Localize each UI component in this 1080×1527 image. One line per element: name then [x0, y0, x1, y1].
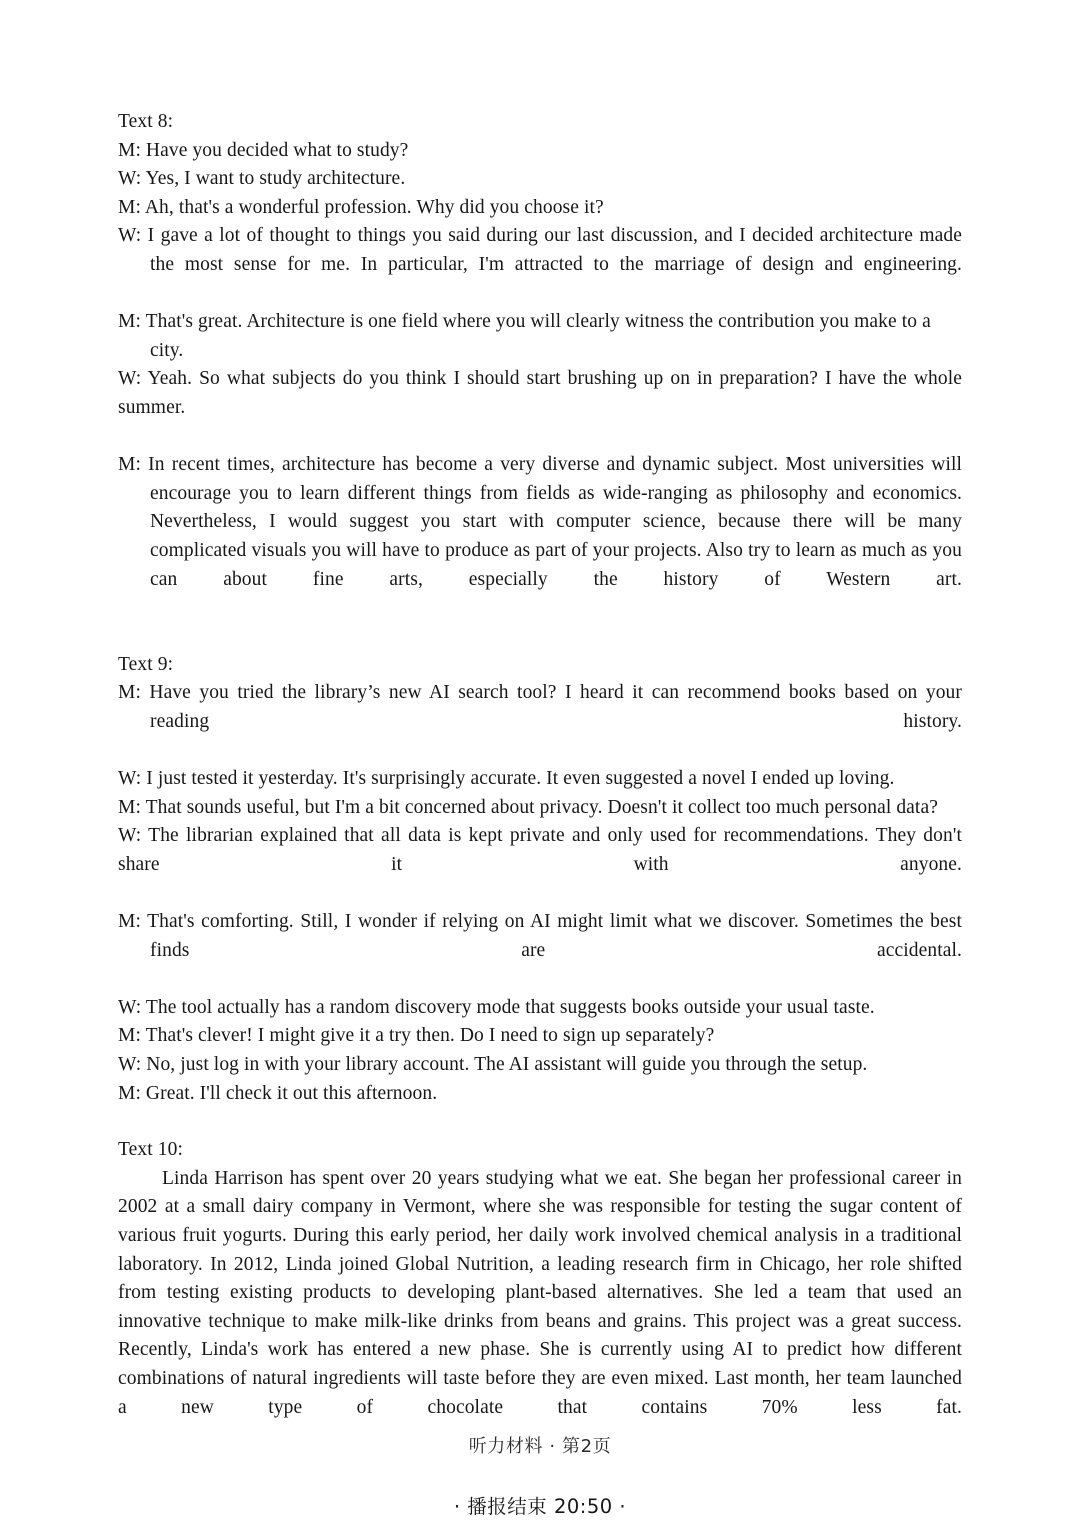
- monologue-paragraph: Linda Harrison has spent over 20 years studying what we eat. She began her professional career in 2002 at a small dairy company in Vermont, where she was responsible for testing the sugar content of various fruit yogurts. During this early period, her daily work involved chemical analysis in a traditional laboratory. In 2012, Linda joined Global Nutrition, a leading research firm in Chicago, her role shifted from testing existing products to developing plant-based alternatives. She led a team that used an innovative technique to make milk-like drinks from beans and grains. This project was a great success. Recently, Linda's work has entered a new phase. She is currently using AI to predict how different combinations of natural ingredients will taste before they are even mixed. Last month, her team launched a new type of chocolate that contains 70% less fat.: [118, 1167, 962, 1418]
- dialogue-turn: W: I just tested it yesterday. It's surprisingly accurate. It even suggested a novel I ended up loving.: [118, 768, 895, 790]
- transcript-body: [118, 108, 962, 1521]
- dialogue-turn: W: The librarian explained that all data is kept private and only used for recommendations. They don't share it with anyone.: [118, 825, 962, 875]
- section-text-10: [118, 1136, 962, 1451]
- dialogue-turn: W: No, just log in with your library account. The AI assistant will guide you through the setup.: [118, 1054, 868, 1075]
- broadcast-end-marker: · 播报结束 20:50 ·: [453, 1494, 627, 1518]
- dialogue-turn: M: That's clever! I might give it a try then. Do I need to sign up separately?: [118, 1025, 715, 1047]
- dialogue-turn: W: Yeah. So what subjects do you think I should start brushing up on in preparation? I have the whole summer.: [118, 368, 962, 418]
- section-divider: [118, 1108, 962, 1136]
- section-label-text-8: Text 8:: [118, 111, 174, 132]
- dialogue-turn: W: Yes, I want to study architecture.: [118, 168, 406, 190]
- page-footer: 听力材料 · 第2页: [468, 1436, 612, 1457]
- dialogue-turn: W: I gave a lot of thought to things you said during our last discussion, and I decided architecture made the most sense for me. In particular, I'm attracted to the marriage of design and engineering.: [118, 225, 962, 275]
- dialogue-turn: M: Great. I'll check it out this afternoon.: [118, 1082, 438, 1104]
- dialogue-turn: M: Have you tried the library’s new AI search tool? I heard it can recommend books based on your reading history.: [118, 682, 962, 732]
- section-label-text-10: Text 10:: [118, 1139, 183, 1161]
- section-label-text-9: Text 9:: [118, 653, 174, 675]
- section-text-8: [118, 108, 962, 623]
- section-divider: [118, 623, 962, 651]
- dialogue-turn: M: Ah, that's a wonderful profession. Why did you choose it?: [118, 196, 604, 218]
- section-text-9: [118, 651, 962, 1109]
- dialogue-turn: W: The tool actually has a random discovery mode that suggests books outside your usual taste.: [118, 996, 875, 1018]
- dialogue-turn: M: That's great. Architecture is one field where you will clearly witness the contribution you make to a city.: [118, 311, 931, 361]
- dialogue-turn: M: In recent times, architecture has become a very diverse and dynamic subject. Most universities will encourage you to learn different things from fields as wide-ranging as philosophy and economics. Nevertheless, I would suggest you start with computer science, because there will be many complicated visuals you will have to produce as part of your projects. Also try to learn as much as you can about fine arts, especially the history of Western art.: [118, 454, 962, 590]
- dialogue-turn: M: That sounds useful, but I'm a bit concerned about privacy. Doesn't it collect too much personal data?: [118, 796, 938, 818]
- dialogue-turn: M: Have you decided what to study?: [118, 139, 409, 161]
- dialogue-turn: M: That's comforting. Still, I wonder if relying on AI might limit what we discover. Sometimes the best finds are accidental.: [118, 911, 962, 961]
